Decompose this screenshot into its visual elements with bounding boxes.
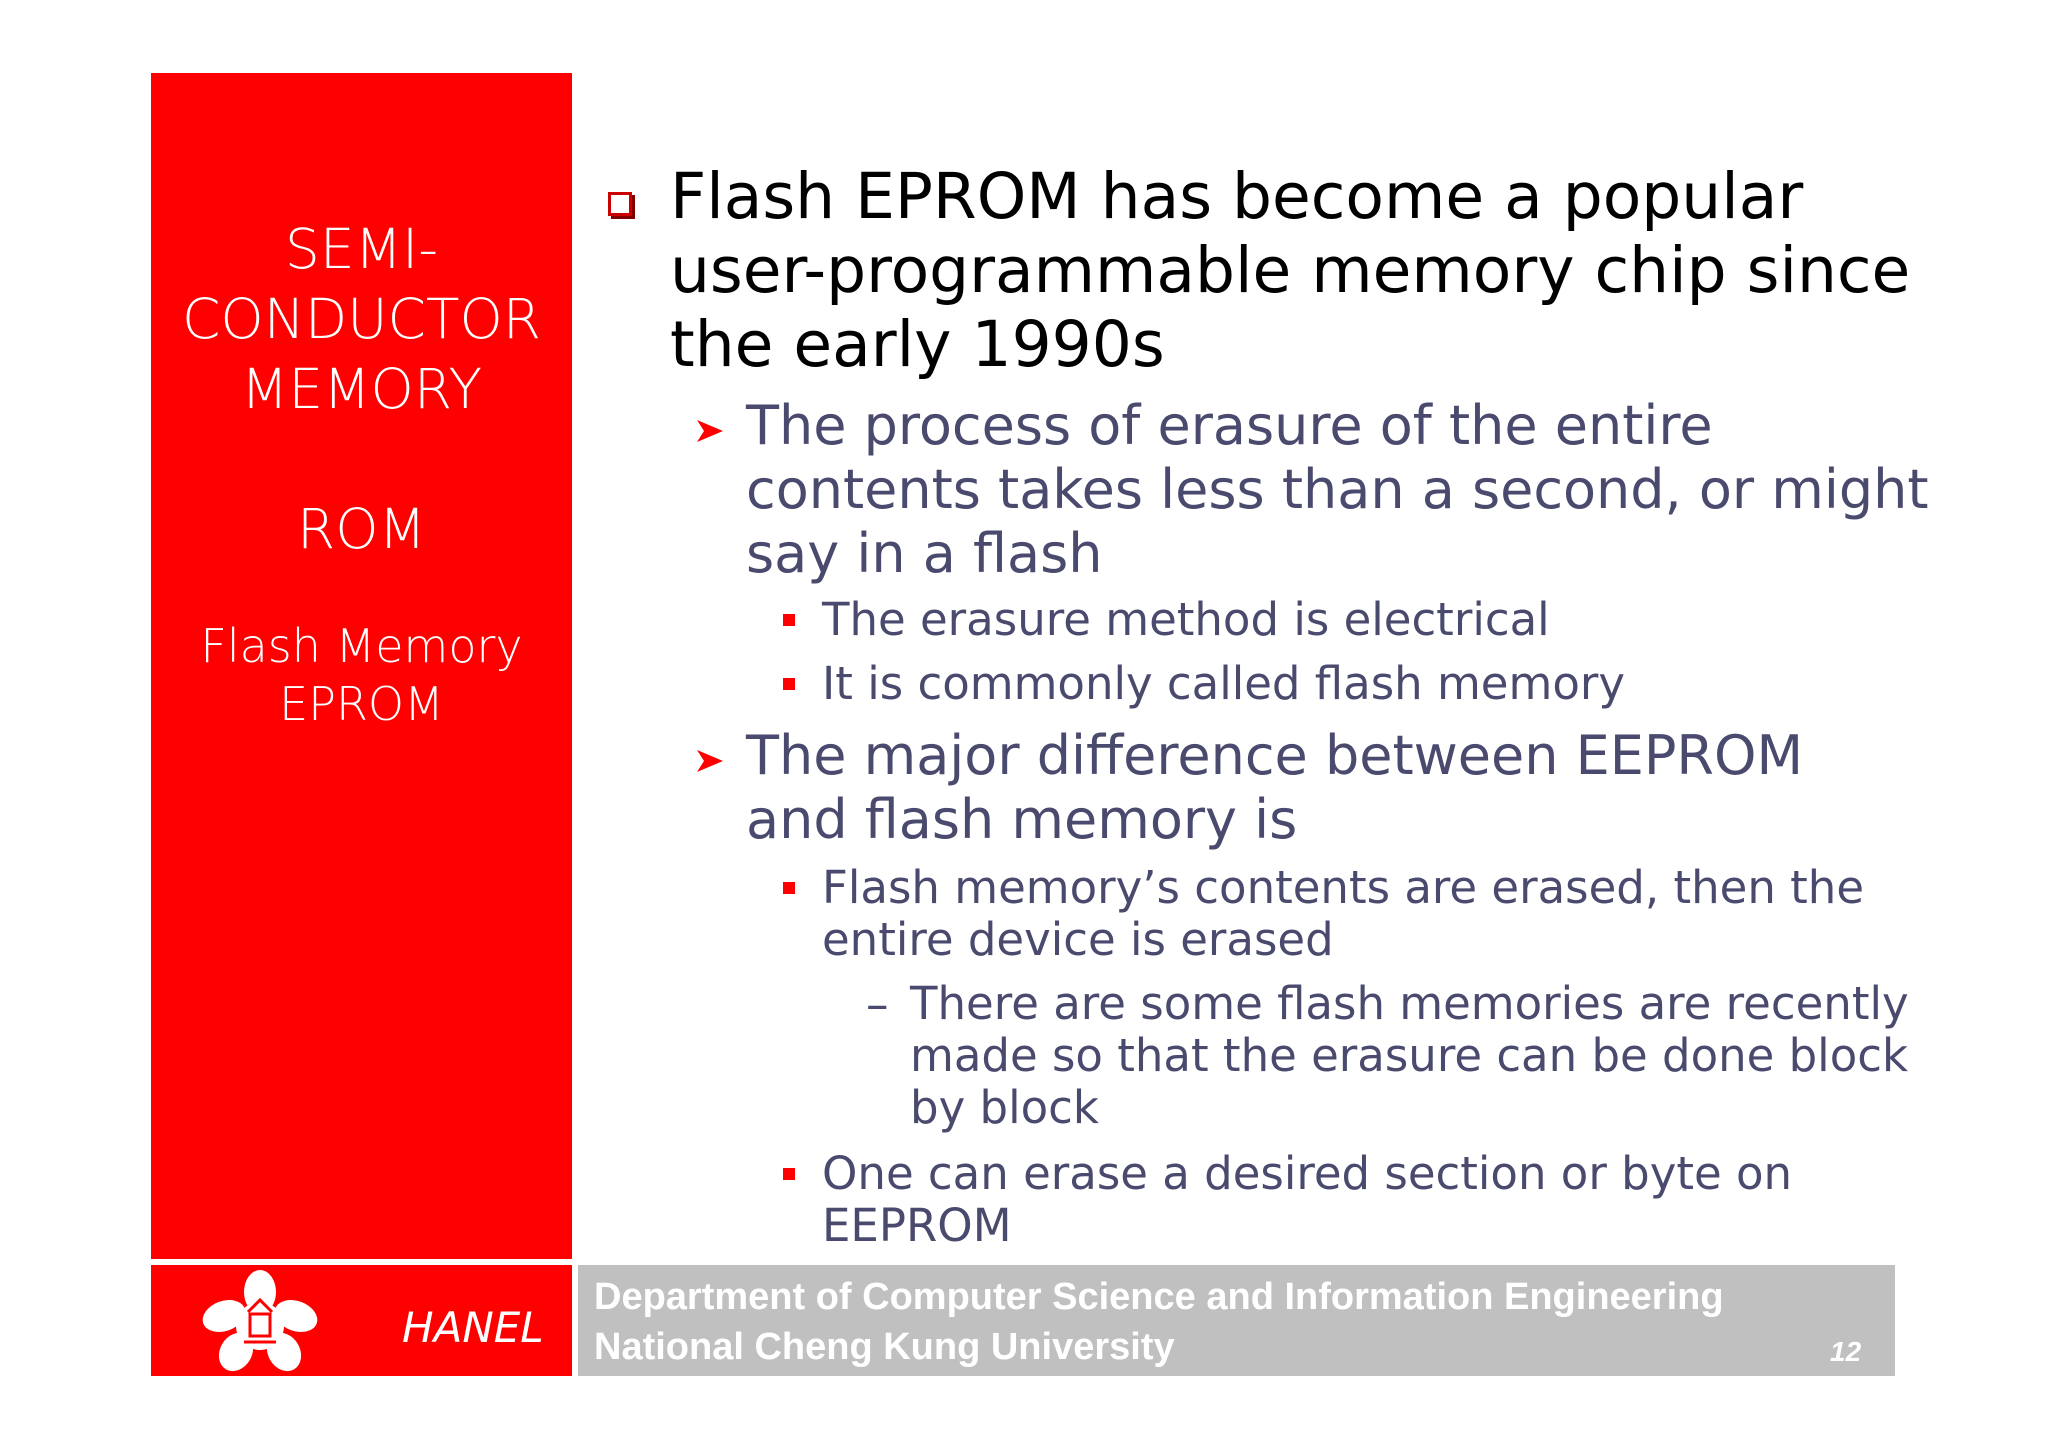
- square-bullet-icon: [783, 678, 795, 690]
- square-bullet-icon: [783, 882, 795, 894]
- hollow-square-bullet-icon: [608, 192, 632, 216]
- sidebar-title: SEMI- CONDUCTOR MEMORY: [182, 217, 541, 421]
- sidebar-topic: ROM: [297, 497, 426, 561]
- author-label: HANEL: [402, 1303, 544, 1352]
- square-bullet-icon: [783, 1168, 795, 1180]
- sidebar-subtopic: Flash Memory EPROM: [200, 619, 523, 731]
- university-emblem-icon: [200, 1270, 320, 1374]
- department-name: Department of Computer Science and Information Engineering: [594, 1276, 1724, 1318]
- arrowhead-bullet-icon: [695, 416, 725, 446]
- square-bullet-icon: [783, 614, 795, 626]
- page-number: 12: [1830, 1336, 1862, 1367]
- arrowhead-bullet-icon: [695, 746, 725, 776]
- dash-bullet: –: [866, 978, 889, 1031]
- university-name: National Cheng Kung University: [594, 1326, 1175, 1368]
